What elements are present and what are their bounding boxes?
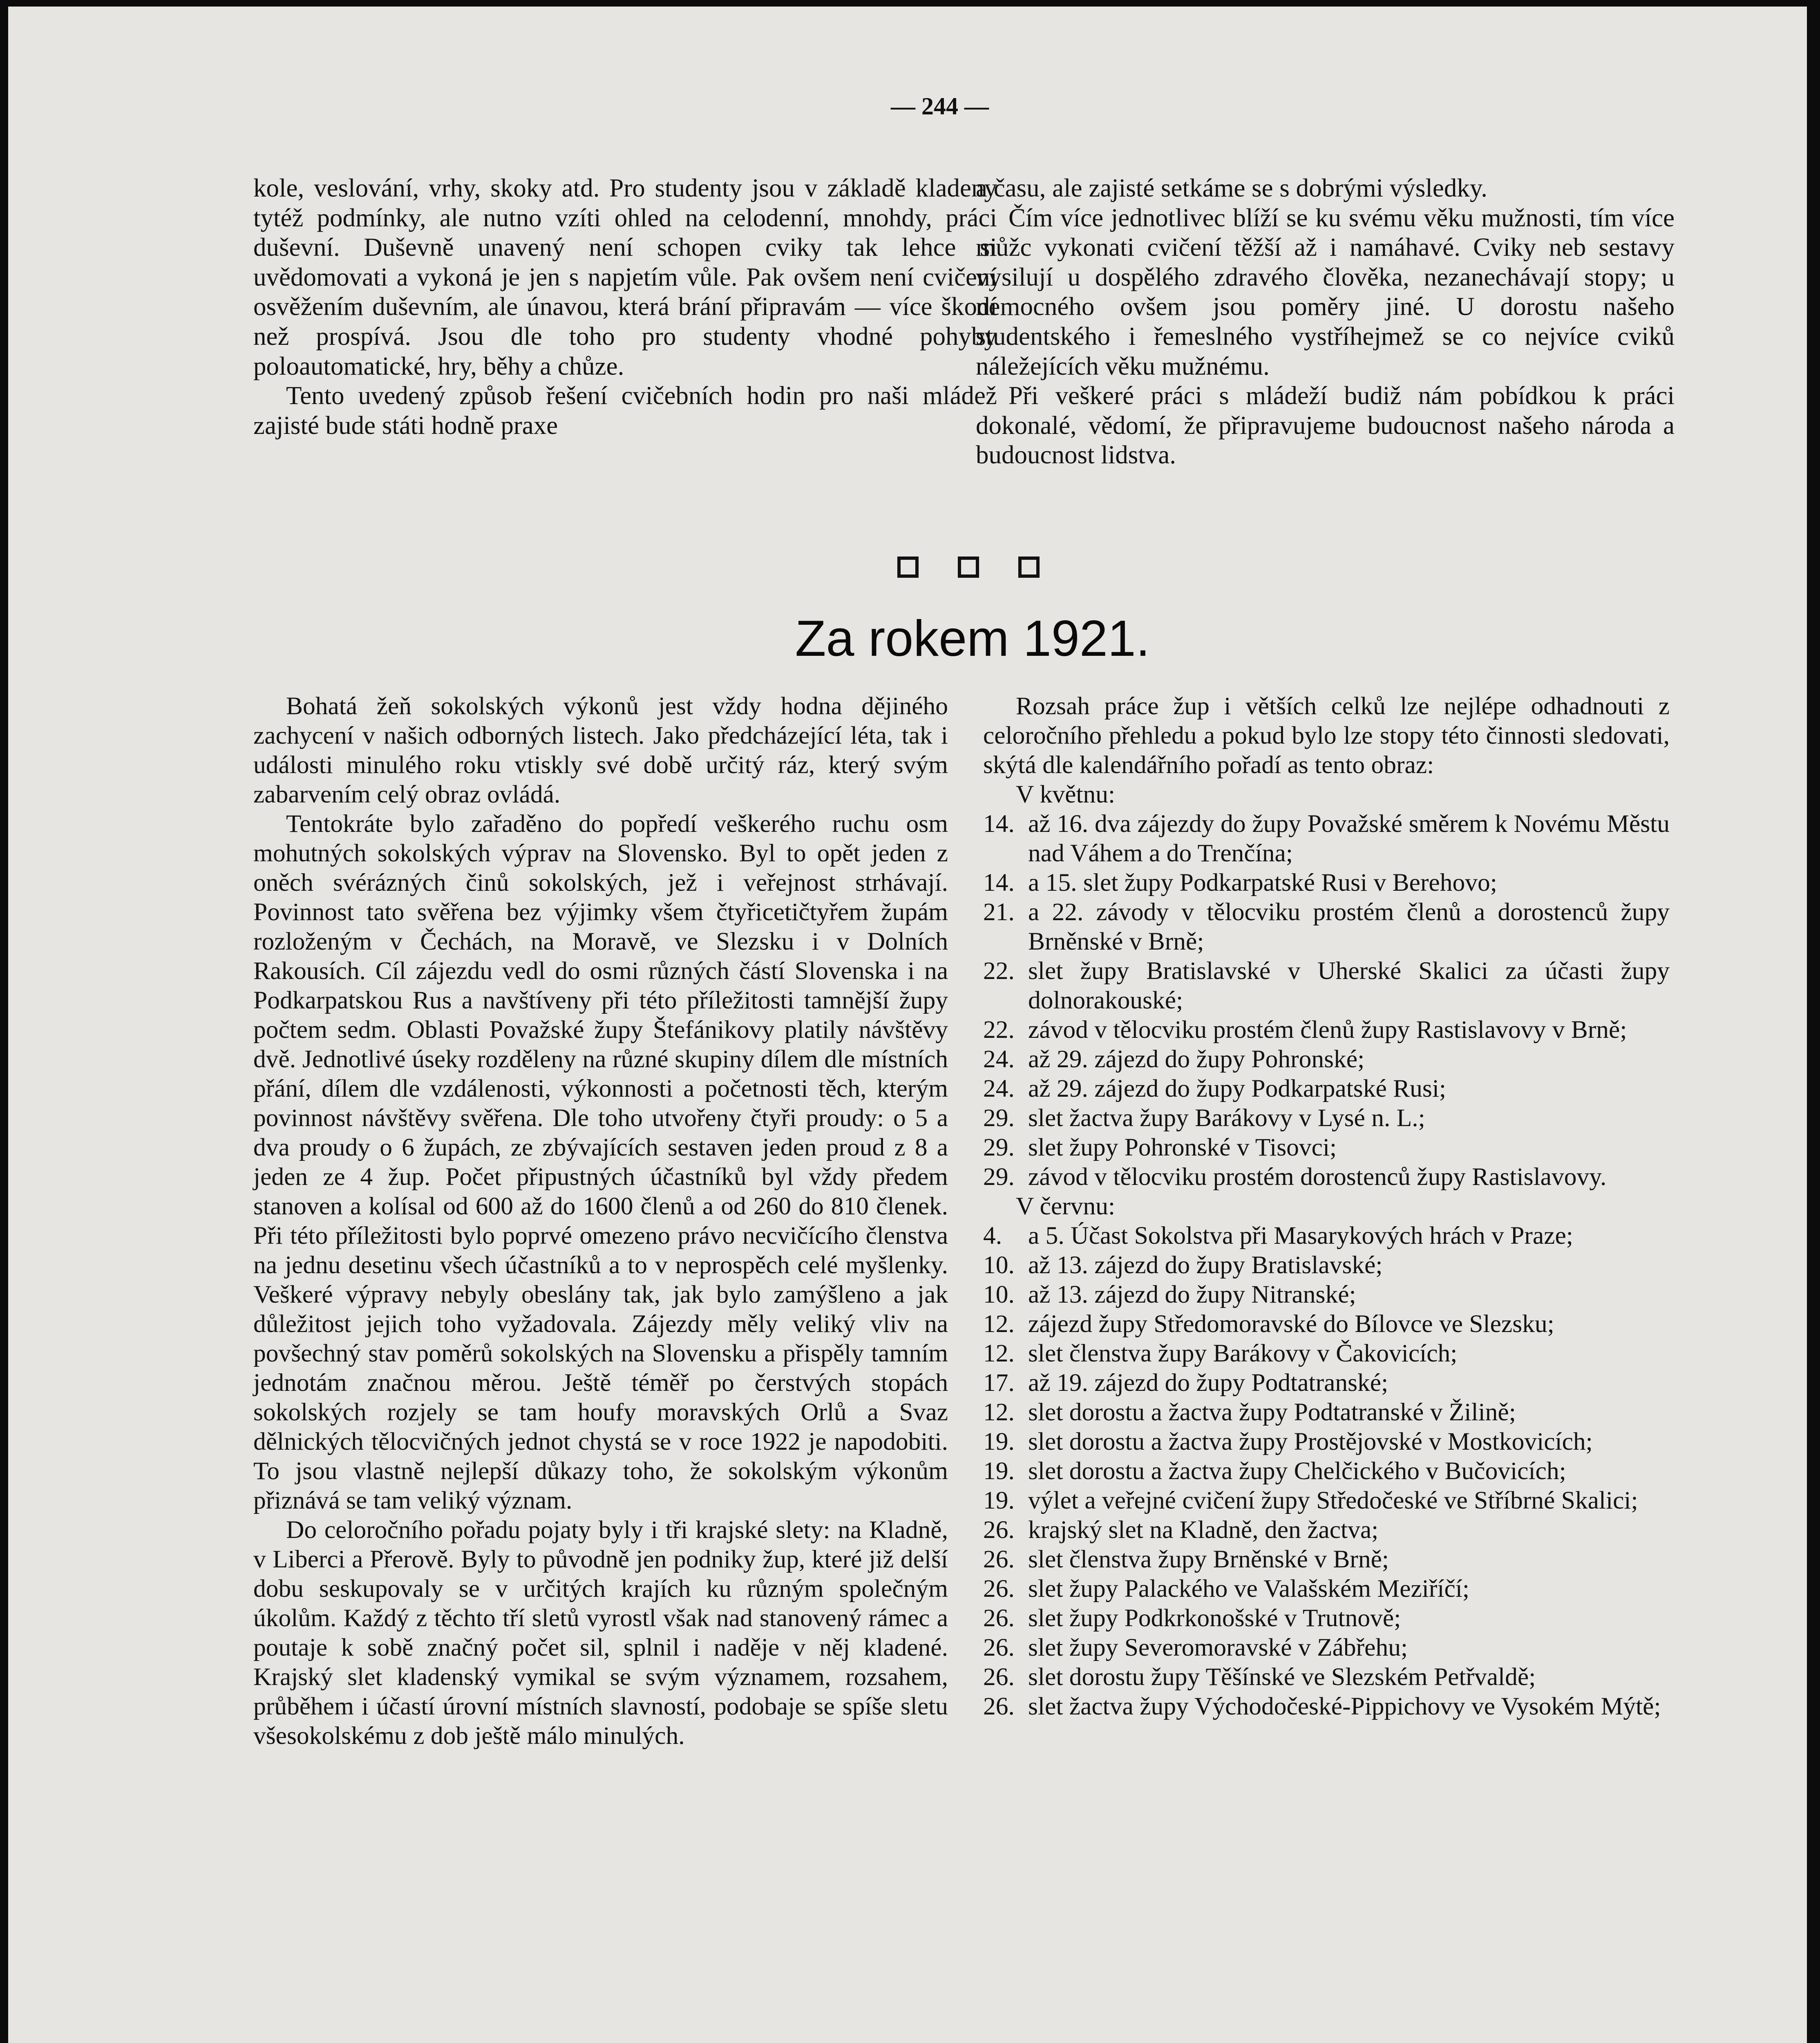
event-text: až 29. zájezd do župy Podkarpatské Rusi; — [1028, 1075, 1447, 1102]
event-text: slet žactva župy Východočeské-Pippichovy ve Vysokém Mýtě; — [1028, 1692, 1661, 1720]
event-text: až 13. zájezd do župy Nitranské; — [1028, 1281, 1356, 1308]
list-item — [983, 956, 1670, 1015]
event-day: 29. — [983, 1104, 1015, 1132]
paragraph: a času, ale zajisté setkáme se s dobrými výsledky. — [976, 174, 1488, 202]
list-item — [983, 1545, 1670, 1574]
event-day: 26. — [983, 1516, 1015, 1544]
event-text: krajský slet na Kladně, den žactva; — [1028, 1516, 1379, 1544]
event-text: výlet a veřejné cvičení župy Středočeské ve Stříbrné Skalici; — [1028, 1486, 1638, 1514]
event-text: slet dorostu a žactva župy Prostějovské v Mostkovicích; — [1028, 1428, 1593, 1455]
month-heading: V červnu: — [1016, 1192, 1116, 1220]
event-day: 19. — [983, 1457, 1015, 1485]
event-day: 24. — [983, 1075, 1015, 1102]
event-day: 14. — [983, 869, 1015, 896]
event-day: 19. — [983, 1486, 1015, 1514]
event-text: slet dorostu župy Těšínské ve Slezském Petřvaldě; — [1028, 1663, 1536, 1691]
list-item — [983, 1662, 1670, 1692]
event-day: 19. — [983, 1428, 1015, 1455]
event-text: a 22. závody v tělocviku prostém členů a dorostenců župy Brněnské v Brně; — [1028, 898, 1670, 955]
square-icon — [897, 557, 919, 578]
event-text: až 13. zájezd do župy Bratislavské; — [1028, 1251, 1383, 1279]
event-day: 17. — [983, 1369, 1015, 1397]
list-item — [983, 1339, 1670, 1368]
list-item — [983, 1456, 1670, 1486]
event-text: až 29. zájezd do župy Pohronské; — [1028, 1045, 1365, 1073]
event-list-may — [983, 809, 1670, 1191]
list-item — [983, 1692, 1670, 1721]
list-item — [983, 1633, 1670, 1662]
section-separator — [897, 557, 1040, 578]
event-text: slet župy Severomoravské v Zábřehu; — [1028, 1634, 1408, 1661]
top-left-column — [253, 173, 997, 440]
paragraph: Čím více jednotlivec blíží se ku svému věku mužnosti, tím více můžc vykonati cvičení těžší až i namáhavé. Cviky neb sestavy vysilují u dospělého zdravého člověka, nezanechávají stopy; u nemocného ovšem jsou poměry jiné. U dorostu našeho studentského i řemeslného vystříhejmež se co nejvíce cviků náležejících věku mužnému. — [976, 203, 1675, 380]
list-item — [983, 868, 1670, 897]
paragraph: Do celoročního pořadu pojaty byly i tři krajské slety: na Kladně, v Liberci a Přerově. Byly to původně jen podniky žup, které již delší dobu seskupovaly se v určitých krajích ku různým společným úkolům. Každý z těchto tří sletů vyrostl však nad stanovený rámec a poutaje k sobě značný počet sil, splnil i naděje v něj kladené. Krajský slet kladenský vymikal se svým významem, rozsahem, průběhem i účastí úrovní místních slavností, podobaje se spíše sletu všesokolskému z dob ještě málo minulých. — [253, 1516, 948, 1750]
list-item — [983, 1603, 1670, 1633]
page-number: — 244 — — [891, 93, 989, 120]
event-text: slet členstva župy Barákovy v Čakovicích; — [1028, 1339, 1458, 1367]
list-item — [983, 1397, 1670, 1427]
event-list-june — [983, 1221, 1670, 1721]
event-text: závod v tělocviku prostém členů župy Rastislavovy v Brně; — [1028, 1016, 1627, 1044]
article-heading: Za rokem 1921. — [795, 610, 1150, 667]
list-item — [983, 1368, 1670, 1397]
month-heading: V květnu: — [1016, 780, 1116, 808]
paragraph: Při veškeré práci s mládeží budiž nám pobídkou k práci dokonalé, vědomí, že připravujeme budoucnost našeho národa a budoucnost lidstva. — [976, 381, 1675, 469]
bottom-right-column — [983, 691, 1670, 1721]
paragraph: Bohatá žeň sokolských výkonů jest vždy hodna dějiného zachycení v našich odborných listech. Jako předcházející léta, tak i události minulého roku vtiskly své době určitý ráz, který svým zabarvením celý obraz ovládá. — [253, 692, 948, 808]
list-item — [983, 1250, 1670, 1280]
event-day: 29. — [983, 1163, 1015, 1191]
event-day: 14. — [983, 810, 1015, 838]
paragraph: Tento uvedený způsob řešení cvičebních hodin pro naši mládež zajisté bude státi hodně praxe — [253, 381, 997, 440]
list-item — [983, 1515, 1670, 1545]
event-day: 22. — [983, 1016, 1015, 1044]
list-item — [983, 1574, 1670, 1603]
event-day: 12. — [983, 1398, 1015, 1426]
paragraph: Rozsah práce žup i větších celků lze nejlépe odhadnouti z celoročního přehledu a pokud bylo lze stopy této činnosti sledovati, skýtá dle kalendářního pořadí as tento obraz: — [983, 692, 1670, 779]
top-right-column — [976, 173, 1675, 470]
page — [8, 7, 1807, 2043]
list-item — [983, 1015, 1670, 1044]
event-text: slet župy Podkrkonošské v Trutnově; — [1028, 1604, 1401, 1632]
list-item — [983, 1074, 1670, 1103]
paragraph: Tentokráte bylo zařaděno do popředí veškerého ruchu osm mohutných sokolských výprav na Slovensko. Byl to opět jeden z oněch svérázných činů sokolských, jež i veřejnost strhávají. Povinnost tato svěřena bez výjimky všem čtyřicetičtyřem župám rozloženým v Čechách, na Moravě, ve Slezsku i v Dolních Rakousích. Cíl zájezdu vedl do osmi různých částí Slovenska i na Podkarpatskou Rus a navštíveny při této příležitosti tamnější župy počtem sedm. Oblasti Považské župy Štefánikovy platily návštěvy dvě. Jednotlivé úseky rozděleny na různé skupiny dílem dle místních přání, dílem dle vzdálenosti, výkonnosti a početnosti těch, kterým povinnost návštěvy svěřena. Dle toho utvořeny čtyři proudy: o 5 a dva proudy o 6 župách, ze zbývajících sestaven jeden proud z 8 a jeden ze 4 žup. Počet připustných účastníků byl vždy předem stanoven a kolísal od 600 až do 1600 členů a od 260 do 810 členek. Při této příležitosti bylo poprvé omezeno právo necvičícího členstva na jednu desetinu všech účastníků a to v neprospěch celé myšlenky. Veškeré výpravy nebyly obeslány tak, jak bylo zamýšleno a jak důležitost jejich toho vyžadovala. Zájezdy měly veliký vliv na povšechný stav poměrů sokolských na Slovensku a přispěly tamním jednotám značnou měrou. Ještě téměř po čerstvých stopách sokolských rozjely se tam houfy moravských Orlů a Svaz dělnických tělocvičných jednot chystá se v roce 1922 je napodobiti. To jsou vlastně nejlepší důkazy toho, že sokolským výkonům přiznává se tam veliký význam. — [253, 810, 948, 1514]
list-item — [983, 1427, 1670, 1456]
event-day: 26. — [983, 1604, 1015, 1632]
event-day: 22. — [983, 957, 1015, 985]
event-day: 26. — [983, 1575, 1015, 1603]
list-item — [983, 1486, 1670, 1515]
event-day: 24. — [983, 1045, 1015, 1073]
list-item — [983, 1309, 1670, 1339]
event-text: slet župy Bratislavské v Uherské Skalici za účasti župy dolnorakouské; — [1028, 957, 1670, 1014]
event-day: 26. — [983, 1634, 1015, 1661]
event-text: až 19. zájezd do župy Podtatranské; — [1028, 1369, 1388, 1397]
event-text: slet žactva župy Barákovy v Lysé n. L.; — [1028, 1104, 1425, 1132]
list-item — [983, 1044, 1670, 1074]
list-item — [983, 1103, 1670, 1133]
list-item — [983, 1133, 1670, 1162]
event-text: až 16. dva zájezdy do župy Považské směrem k Novému Městu nad Váhem a do Trenčína; — [1028, 810, 1670, 867]
event-text: zájezd župy Středomoravské do Bílovce ve Slezsku; — [1028, 1310, 1554, 1338]
event-day: 12. — [983, 1310, 1015, 1338]
event-day: 10. — [983, 1281, 1015, 1308]
paragraph: kole, veslování, vrhy, skoky atd. Pro studenty jsou v základě kladeny tytéž podmínky, ale nutno vzíti ohled na celodenní, mnohdy, práci duševní. Duševně unavený není schopen cviky tak lehce si uvědomovati a vykoná je jen s napjetím vůle. Pak ovšem není cvičení osvěžením duševním, ale únavou, která brání připravám — více škodí než prospívá. Jsou dle toho pro studenty vhodné pohyby poloautomatické, hry, běhy a chůze. — [253, 174, 997, 380]
event-text: a 15. slet župy Podkarpatské Rusi v Berehovo; — [1028, 869, 1497, 896]
list-item — [983, 1280, 1670, 1309]
event-text: slet členstva župy Brněnské v Brně; — [1028, 1545, 1389, 1573]
event-text: slet župy Pohronské v Tisovci; — [1028, 1133, 1337, 1161]
bottom-left-column — [253, 691, 948, 1750]
event-day: 10. — [983, 1251, 1015, 1279]
event-day: 26. — [983, 1692, 1015, 1720]
event-day: 26. — [983, 1663, 1015, 1691]
event-day: 21. — [983, 898, 1015, 926]
event-text: slet dorostu a žactva župy Podtatranské v Žilině; — [1028, 1398, 1516, 1426]
list-item — [983, 1221, 1670, 1250]
event-day: 4. — [983, 1222, 1002, 1249]
list-item — [983, 897, 1670, 956]
event-text: a 5. Účast Sokolstva při Masarykových hrách v Praze; — [1028, 1222, 1573, 1249]
list-item — [983, 1162, 1670, 1191]
event-text: slet dorostu a žactva župy Chelčického v Bučovicích; — [1028, 1457, 1566, 1485]
square-icon — [958, 557, 979, 578]
list-item — [983, 809, 1670, 868]
event-day: 12. — [983, 1339, 1015, 1367]
event-day: 26. — [983, 1545, 1015, 1573]
event-text: slet župy Palackého ve Valašském Meziříčí; — [1028, 1575, 1469, 1603]
event-day: 29. — [983, 1133, 1015, 1161]
square-icon — [1018, 557, 1040, 578]
event-text: závod v tělocviku prostém dorostenců župy Rastislavovy. — [1028, 1163, 1607, 1191]
